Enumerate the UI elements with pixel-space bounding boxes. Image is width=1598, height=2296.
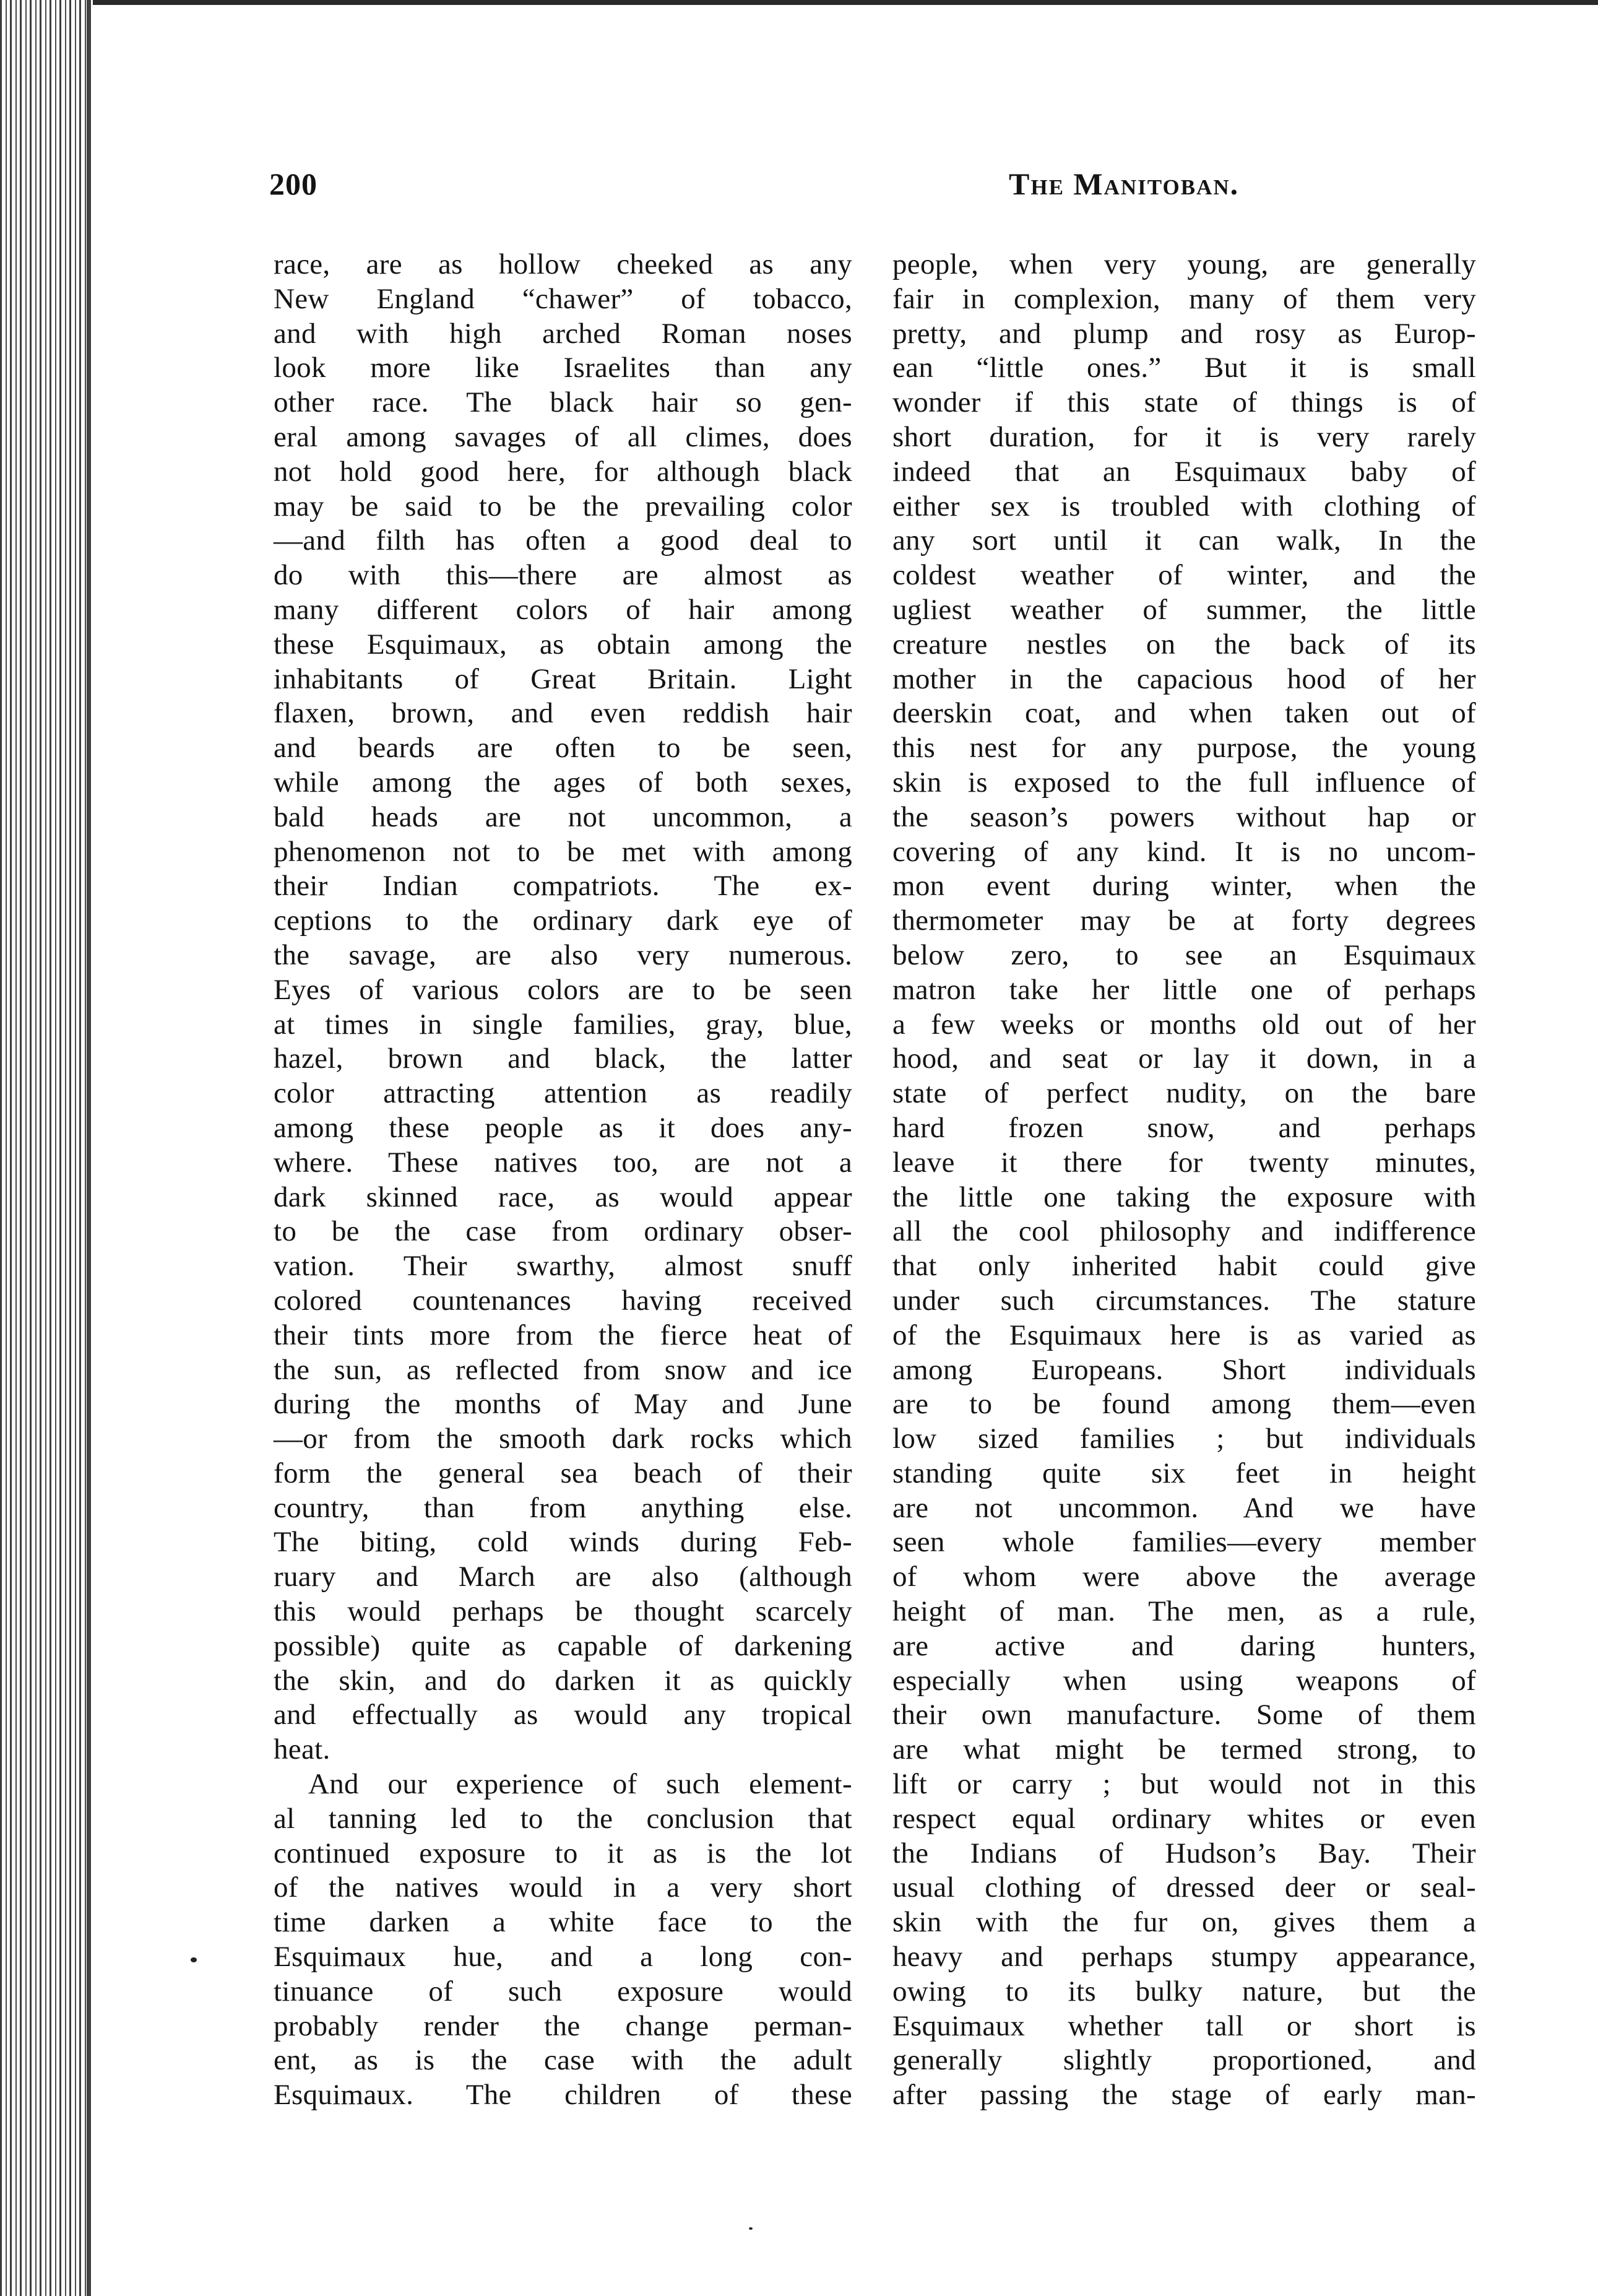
text-line: matron take her little one of perhaps [892, 973, 1476, 1006]
paragraph-1 [274, 248, 852, 1767]
text-line: New England “chawer” of tobacco, [274, 282, 852, 315]
text-line: skin is exposed to the full influence of [892, 766, 1476, 799]
right-column [892, 248, 1476, 2113]
text-line: standing quite six feet in height [892, 1457, 1476, 1489]
text-line: during the months of May and June [274, 1388, 852, 1421]
text-line: low sized families ; but individuals [892, 1423, 1476, 1455]
text-line: and beards are often to be seen, [274, 732, 852, 765]
text-line: ean “little ones.” But it is small [892, 352, 1476, 384]
text-line: a few weeks or months old out of her [892, 1008, 1476, 1041]
text-line: hood, and seat or lay it down, in a [892, 1042, 1476, 1075]
text-line: this would perhaps be thought scarcely [274, 1595, 852, 1628]
text-line: that only inherited habit could give [892, 1250, 1476, 1283]
text-line: respect equal ordinary whites or even [892, 1802, 1476, 1835]
text-line: among Europeans. Short individuals [892, 1353, 1476, 1386]
text-line: may be said to be the prevailing color [274, 490, 852, 522]
text-line: covering of any kind. It is no uncom- [892, 835, 1476, 868]
text-line: height of man. The men, as a rule, [892, 1595, 1476, 1628]
text-line: the savage, are also very numerous. [274, 938, 852, 971]
text-line: ugliest weather of summer, the little [892, 593, 1476, 626]
text-line: are to be found among them—even [892, 1388, 1476, 1421]
text-line: possible) quite as capable of darkening [274, 1629, 852, 1662]
text-line: of the natives would in a very short [274, 1871, 852, 1904]
text-line: their tints more from the fierce heat of [274, 1319, 852, 1351]
text-line: after passing the stage of early man- [892, 2079, 1476, 2112]
text-line: —or from the smooth dark rocks which [274, 1423, 852, 1455]
text-line: time darken a white face to the [274, 1906, 852, 1939]
text-line: seen whole families—every member [892, 1526, 1476, 1559]
text-line: any sort until it can walk, In the [892, 524, 1476, 557]
text-line: coldest weather of winter, and the [892, 559, 1476, 592]
ink-speck [191, 1957, 197, 1962]
text-line: eral among savages of all climes, does [274, 420, 852, 453]
text-line: among these people as it does any- [274, 1111, 852, 1144]
text-line: the sun, as reflected from snow and ice [274, 1353, 852, 1386]
text-line: skin with the fur on, gives them a [892, 1906, 1476, 1939]
text-line: people, when very young, are generally [892, 248, 1476, 280]
text-line: short duration, for it is very rarely [892, 420, 1476, 453]
text-line: either sex is troubled with clothing of [892, 490, 1476, 522]
text-line: do with this—there are almost as [274, 559, 852, 592]
text-line: country, than from anything else. [274, 1491, 852, 1524]
text-line: vation. Their swarthy, almost snuff [274, 1250, 852, 1283]
text-line: creature nestles on the back of its [892, 628, 1476, 661]
text-line: hard frozen snow, and perhaps [892, 1111, 1476, 1144]
text-line: these Esquimaux, as obtain among the [274, 628, 852, 661]
text-line: thermometer may be at forty degrees [892, 904, 1476, 937]
text-line: fair in complexion, many of them very [892, 282, 1476, 315]
running-title: The Manitoban. [1009, 167, 1240, 201]
text-line: their own manufacture. Some of them [892, 1699, 1476, 1731]
text-line: pretty, and plump and rosy as Europ- [892, 317, 1476, 350]
text-line: hazel, brown and black, the latter [274, 1042, 852, 1075]
text-line: to be the case from ordinary obser- [274, 1215, 852, 1248]
text-line: not hold good here, for although black [274, 455, 852, 488]
text-line: of whom were above the average [892, 1561, 1476, 1593]
left-column [274, 248, 852, 2113]
text-line: Esquimaux hue, and a long con- [274, 1941, 852, 1973]
text-line: tinuance of such exposure would [274, 1975, 852, 2008]
text-line: And our experience of such element- [308, 1768, 852, 1801]
text-line: ruary and March are also (although [274, 1561, 852, 1593]
text-line: mon event during winter, when the [892, 870, 1476, 903]
text-line: the little one taking the exposure with [892, 1180, 1476, 1213]
text-line: at times in single families, gray, blue, [274, 1008, 852, 1041]
paragraph-2 [274, 1767, 852, 2113]
page-number: 200 [269, 167, 317, 201]
text-line: all the cool philosophy and indifference [892, 1215, 1476, 1248]
text-line: under such circumstances. The stature [892, 1284, 1476, 1317]
text-line: look more like Israelites than any [274, 352, 852, 384]
text-line: continued exposure to it as is the lot [274, 1837, 852, 1869]
text-line: mother in the capacious hood of her [892, 662, 1476, 695]
text-line: form the general sea beach of their [274, 1457, 852, 1489]
text-line: ceptions to the ordinary dark eye of [274, 904, 852, 937]
text-line: the season’s powers without hap or [892, 800, 1476, 833]
text-line: owing to its bulky nature, but the [892, 1975, 1476, 2008]
text-line: heat. [274, 1733, 330, 1766]
text-line: deerskin coat, and when taken out of [892, 697, 1476, 730]
text-line: al tanning led to the conclusion that [274, 1802, 852, 1835]
text-line: race, are as hollow cheeked as any [274, 248, 852, 280]
text-line: phenomenon not to be met with among [274, 835, 852, 868]
text-line: —and filth has often a good deal to [274, 524, 852, 557]
text-line: indeed that an Esquimaux baby of [892, 455, 1476, 488]
text-line: and with high arched Roman noses [274, 317, 852, 350]
text-line: this nest for any purpose, the young [892, 732, 1476, 765]
text-line: bald heads are not uncommon, a [274, 800, 852, 833]
text-line: Esquimaux. The children of these [274, 2079, 852, 2112]
text-line: dark skinned race, as would appear [274, 1180, 852, 1213]
text-line: lift or carry ; but would not in this [892, 1768, 1476, 1801]
text-line: inhabitants of Great Britain. Light [274, 662, 852, 695]
text-line: many different colors of hair among [274, 593, 852, 626]
text-line: colored countenances having received [274, 1284, 852, 1317]
text-line: their Indian compatriots. The ex- [274, 870, 852, 903]
text-line: Eyes of various colors are to be seen [274, 973, 852, 1006]
text-line: Esquimaux whether tall or short is [892, 2009, 1476, 2042]
text-line: flaxen, brown, and even reddish hair [274, 697, 852, 730]
page-top-border [93, 0, 1598, 5]
text-line: are active and daring hunters, [892, 1629, 1476, 1662]
text-line: below zero, to see an Esquimaux [892, 938, 1476, 971]
page-header [269, 166, 1476, 203]
text-line: wonder if this state of things is of [892, 386, 1476, 419]
book-binding-edge [0, 0, 93, 2296]
text-line: ent, as is the case with the adult [274, 2044, 852, 2077]
text-line: other race. The black hair so gen- [274, 386, 852, 419]
text-line: the Indians of Hudson’s Bay. Their [892, 1837, 1476, 1869]
text-line: while among the ages of both sexes, [274, 766, 852, 799]
text-line: generally slightly proportioned, and [892, 2044, 1476, 2077]
text-line: state of perfect nudity, on the bare [892, 1077, 1476, 1110]
text-line: The biting, cold winds during Feb- [274, 1526, 852, 1559]
text-line: are what might be termed strong, to [892, 1733, 1476, 1766]
text-line: the skin, and do darken it as quickly [274, 1664, 852, 1697]
text-line: especially when using weapons of [892, 1664, 1476, 1697]
text-line: leave it there for twenty minutes, [892, 1146, 1476, 1179]
text-line: where. These natives too, are not a [274, 1146, 852, 1179]
text-line: heavy and perhaps stumpy appearance, [892, 1941, 1476, 1973]
text-line: are not uncommon. And we have [892, 1491, 1476, 1524]
text-line: and effectually as would any tropical [274, 1699, 852, 1731]
text-line: probably render the change perman- [274, 2009, 852, 2042]
text-line: of the Esquimaux here is as varied as [892, 1319, 1476, 1351]
text-line: color attracting attention as readily [274, 1077, 852, 1110]
text-line: usual clothing of dressed deer or seal- [892, 1871, 1476, 1904]
ink-speck [749, 2227, 753, 2230]
